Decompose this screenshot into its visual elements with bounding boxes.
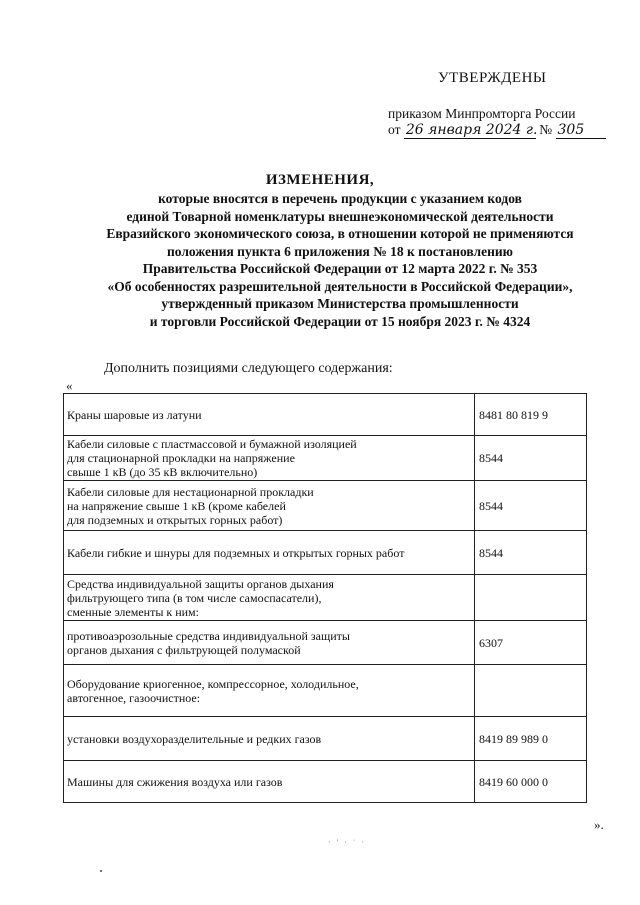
tnved-code-cell: 6307 xyxy=(475,621,587,665)
intro-text: Дополнить позициями следующего содержания: xyxy=(104,361,393,376)
heading-line: которые вносятся в перечень продукции с указанием кодов xyxy=(158,191,522,206)
table-row xyxy=(64,531,587,575)
table-row xyxy=(64,575,587,621)
document-heading xyxy=(50,190,630,330)
product-name-cell: Кабели гибкие и шнуры для подземных и открытых горных работ xyxy=(64,531,475,575)
table-row xyxy=(64,621,587,665)
heading-line: и торговли Российской Федерации от 15 ноября 2023 г. № 4324 xyxy=(149,313,531,329)
close-quote: ». xyxy=(594,817,604,832)
handwritten-date: 26 января 2024 г. xyxy=(405,122,538,138)
approval-date-line xyxy=(388,122,606,139)
approval-order-text: приказом Минпромторга России xyxy=(388,106,576,121)
product-name-cell: Кабели силовые с пластмассовой и бумажной изоляцией для стационарной прокладки на напряжение свыше 1 кВ (до 35 кВ включительно) xyxy=(64,436,475,481)
table-row xyxy=(64,717,587,761)
document-title: ИЗМЕНЕНИЯ, xyxy=(265,172,375,188)
product-name-cell: противоаэрозольные средства индивидуальной защиты органов дыхания с фильтрующей полумаской xyxy=(64,621,475,665)
open-quote: « xyxy=(66,378,73,393)
tnved-code-cell: 8419 89 989 0 xyxy=(475,717,587,761)
table-row xyxy=(64,761,587,803)
product-name-cell: Машины для сжижения воздуха или газов xyxy=(64,761,475,803)
heading-line: Евразийского экономического союза, в отношении которой не применяются xyxy=(106,226,574,241)
table-row xyxy=(64,436,587,481)
tnved-code-cell: 8544 xyxy=(475,436,587,481)
product-name-cell: Краны шаровые из латуни xyxy=(64,394,475,436)
table-row xyxy=(64,665,587,717)
heading-line: «Об особенностях разрешительной деятельности в Российской Федерации», xyxy=(107,278,573,294)
heading-line: положения пункта 6 приложения № 18 к постановлению xyxy=(167,243,513,259)
product-name-cell: установки воздухоразделительные и редких газов xyxy=(64,717,475,761)
table-row xyxy=(64,394,587,436)
table-row xyxy=(64,481,587,531)
scan-speck xyxy=(100,870,102,872)
date-prefix: от xyxy=(388,122,401,137)
product-name-cell: Оборудование криогенное, компрессорное, холодильное, автогенное, газоочистное: xyxy=(64,665,475,717)
scan-marks: · ' · ˙ · xyxy=(328,838,367,847)
heading-line: Правительства Российской Федерации от 12 марта 2022 г. № 353 xyxy=(142,261,538,276)
tnved-code-cell: 8419 60 000 0 xyxy=(475,761,587,803)
heading-line: утвержденный приказом Министерства промышленности xyxy=(161,296,519,311)
tnved-code-cell: 8481 80 819 9 xyxy=(475,394,587,436)
product-name-cell: Средства индивидуальной защиты органов дыхания фильтрующего типа (в том числе самоспасатели), сменные элементы к ним: xyxy=(64,575,475,621)
tnved-code-cell xyxy=(475,665,587,717)
tnved-code-cell: 8544 xyxy=(475,481,587,531)
product-name-cell: Кабели силовые для нестационарной прокладки на напряжение свыше 1 кВ (кроме кабелей для подземных и открытых горных работ) xyxy=(64,481,475,531)
tnved-code-cell xyxy=(475,575,587,621)
number-prefix: № xyxy=(539,122,553,137)
handwritten-number: 305 xyxy=(556,122,606,139)
positions-table xyxy=(63,393,587,803)
tnved-code-cell: 8544 xyxy=(475,531,587,575)
heading-line: единой Товарной номенклатуры внешнеэкономической деятельности xyxy=(126,208,554,224)
approval-title: УТВЕРЖДЕНЫ xyxy=(438,70,547,86)
